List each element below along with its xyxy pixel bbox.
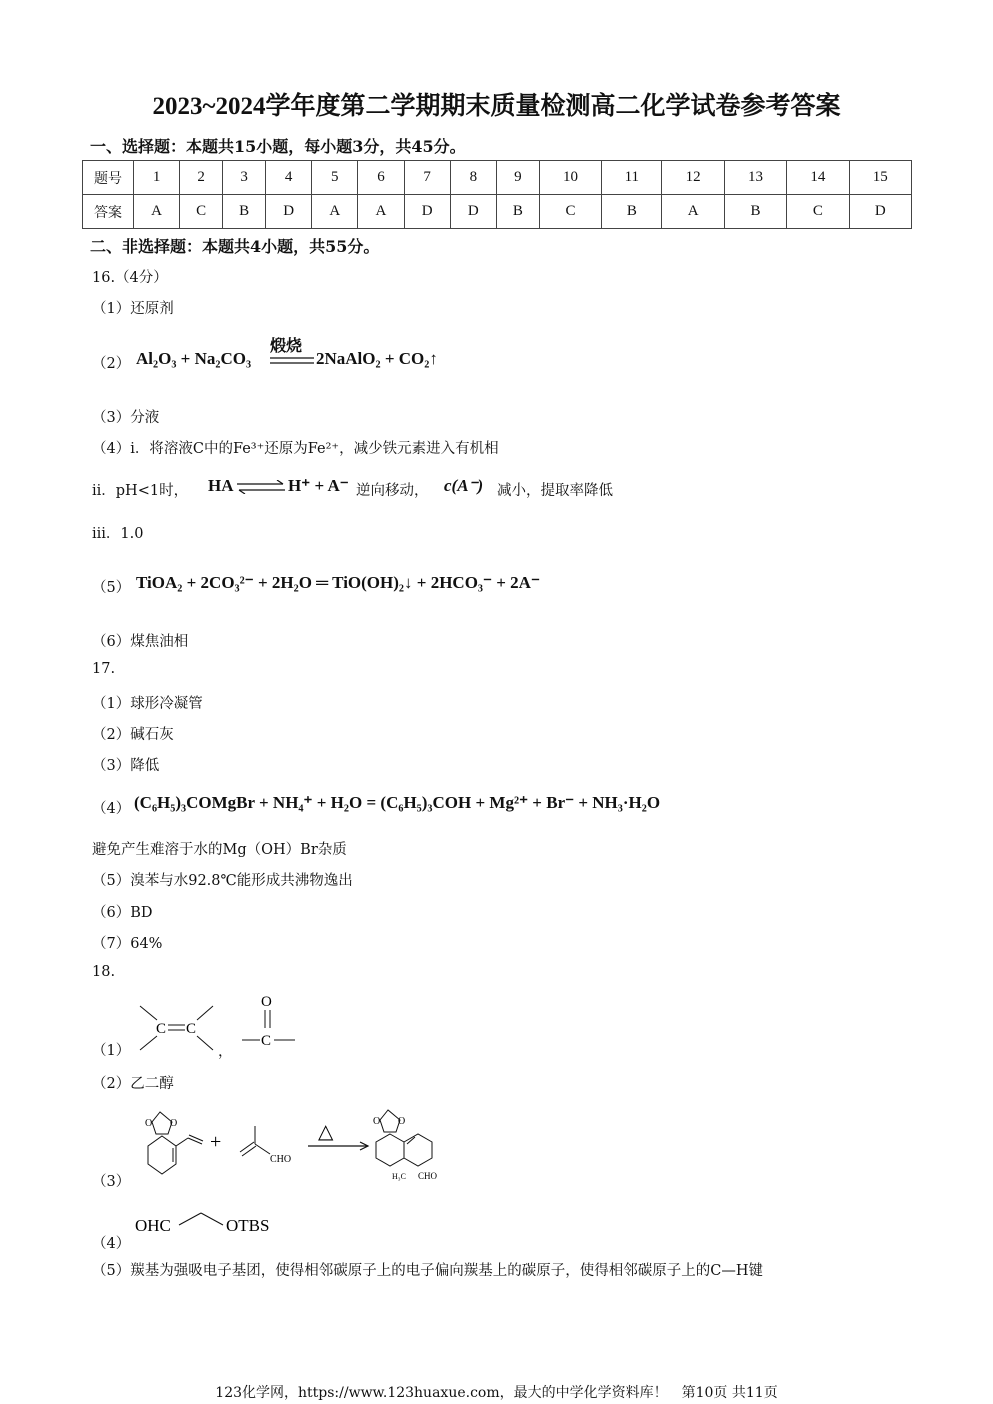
q17-answer-6: （6）BD: [92, 905, 153, 921]
q17-answer-3: （3）降低: [92, 758, 160, 774]
carbonyl-structure-icon: [240, 990, 300, 1052]
table-cell: 12: [662, 161, 724, 195]
q16-answer-4ii-prefix: ⅱ．pH<1时，: [92, 483, 189, 499]
svg-text:O: O: [170, 1118, 178, 1129]
table-cell: C: [787, 195, 849, 229]
equals-sign-icon: [270, 356, 314, 366]
table-cell: D: [849, 195, 911, 229]
q16-answer-4iii: ⅲ．1.0: [92, 526, 144, 542]
q17-heading: 17.: [92, 661, 116, 677]
q16-answer-2-label: （2）: [92, 356, 131, 372]
table-cell: D: [266, 195, 312, 229]
table-cell: 9: [496, 161, 539, 195]
q16-answer-4i: （4）ⅰ．将溶液C中的Fe³⁺还原为Fe²⁺，减少铁元素进入有机相: [92, 441, 499, 457]
table-cell: 1: [134, 161, 180, 195]
table-cell: B: [602, 195, 662, 229]
q16-heading: 16.（4分）: [92, 270, 168, 286]
table-cell: 7: [404, 161, 450, 195]
q17-answer-5: （5）溴苯与水92.8℃能形成共沸物逸出: [92, 873, 353, 889]
table-cell: 10: [539, 161, 601, 195]
svg-text:O: O: [373, 1116, 381, 1127]
q16-equation-2-left: Al₂O₃ + Na₂CO₃: [136, 349, 252, 368]
q18-heading: 18.: [92, 964, 116, 980]
svg-text:C: C: [186, 1021, 197, 1037]
q17-answer-1: （1）球形冷凝管: [92, 696, 203, 712]
table-cell: D: [450, 195, 496, 229]
table-cell: 3: [223, 161, 266, 195]
aldehyde-otbs-structure-icon: [135, 1205, 285, 1239]
table-cell: C: [180, 195, 223, 229]
q18-answer-2: （2）乙二醇: [92, 1076, 174, 1092]
svg-text:C: C: [156, 1021, 167, 1037]
q18-answer-5: （5）羰基为强吸电子基团，使得相邻碳原子上的电子偏向羰基上的碳原子，使得相邻碳原子上的C—H键: [92, 1263, 763, 1279]
q16-equation-2-right: 2NaAlO₂ + CO₂↑: [316, 349, 438, 368]
table-cell: 6: [358, 161, 404, 195]
page-footer: 123化学网，https://www.123huaxue.com，最大的中学化学资料库！ 第10页 共11页: [215, 1385, 778, 1401]
q16-equation-2-condition: 煅烧: [270, 336, 303, 355]
table-cell: 8: [450, 161, 496, 195]
table-cell: A: [662, 195, 724, 229]
q18-answer-4-label: （4）: [92, 1236, 131, 1252]
table-row-answers: [83, 195, 912, 229]
structure-ohc-label: OHC: [135, 1216, 171, 1235]
svg-text:O: O: [145, 1118, 153, 1129]
table-row-numbers: [83, 161, 912, 195]
q16-4ii-right: H⁺ + A⁻: [288, 476, 349, 495]
table-cell: B: [496, 195, 539, 229]
q16-equation-5: TiOA₂ + 2CO₃²⁻ + 2H₂O ═ TiO(OH)₂↓ + 2HCO₃⁻ + 2A⁻: [136, 573, 540, 592]
product-methyl-label: H₃C: [392, 1172, 406, 1181]
table-cell: 13: [724, 161, 786, 195]
page-title: 2023~2024学年度第二学期期末质量检测高二化学试卷参考答案: [152, 93, 841, 120]
section-choice-heading: 一、选择题：本题共15小题，每小题3分，共45分。: [90, 137, 466, 156]
q18-answer-1-separator: ，: [218, 1044, 233, 1060]
table-header-number: 题号: [83, 161, 134, 195]
table-cell: 5: [312, 161, 358, 195]
table-cell: 2: [180, 161, 223, 195]
q16-4ii-suffix: 减小，提取率降低: [497, 483, 613, 499]
q16-answer-6: （6）煤焦油相: [92, 634, 189, 650]
q16-answer-3: （3）分液: [92, 410, 160, 426]
diels-alder-reaction-icon: [132, 1104, 444, 1184]
table-cell: 15: [849, 161, 911, 195]
table-cell: A: [134, 195, 180, 229]
reagent-cho-label: CHO: [270, 1154, 292, 1165]
svg-text:C: C: [261, 1033, 272, 1049]
table-cell: B: [724, 195, 786, 229]
structure-otbs-label: OTBS: [226, 1216, 270, 1235]
table-cell: 4: [266, 161, 312, 195]
svg-text:+: +: [210, 1131, 222, 1153]
q17-answer-4-note: 避免产生难溶于水的Mg（OH）Br杂质: [92, 842, 347, 858]
q17-answer-4-label: （4）: [92, 801, 131, 817]
table-header-answer: 答案: [83, 195, 134, 229]
heat-condition-icon: △: [318, 1121, 334, 1143]
table-cell: D: [404, 195, 450, 229]
q18-answer-1-label: （1）: [92, 1043, 131, 1059]
table-cell: A: [312, 195, 358, 229]
q17-answer-7: （7）64%: [92, 936, 163, 952]
q16-answer-1: （1）还原剂: [92, 301, 174, 317]
q16-4ii-left: HA: [208, 476, 234, 495]
q18-answer-3-label: （3）: [92, 1174, 131, 1190]
table-cell: 11: [602, 161, 662, 195]
table-cell: A: [358, 195, 404, 229]
product-cho-label: CHO: [418, 1171, 438, 1181]
q16-4ii-mid: 逆向移动，: [356, 483, 429, 499]
q16-4ii-concentration: c(A⁻): [444, 476, 484, 495]
q17-equation-4: (C₆H₅)₃COMgBr + NH₄⁺ + H₂O = (C₆H₅)₃COH + Mg²⁺ + Br⁻ + NH₃·H₂O: [134, 793, 661, 812]
alkene-structure-icon: [135, 1000, 220, 1056]
table-cell: B: [223, 195, 266, 229]
equilibrium-arrow-icon: [237, 480, 285, 494]
q17-answer-2: （2）碱石灰: [92, 727, 174, 743]
q16-answer-5-label: （5）: [92, 580, 131, 596]
svg-text:O: O: [398, 1116, 406, 1127]
answer-table: [82, 160, 912, 229]
table-cell: 14: [787, 161, 849, 195]
section-nonchoice-heading: 二、非选择题：本题共4小题，共55分。: [90, 237, 380, 256]
table-cell: C: [539, 195, 601, 229]
svg-text:O: O: [261, 994, 272, 1010]
